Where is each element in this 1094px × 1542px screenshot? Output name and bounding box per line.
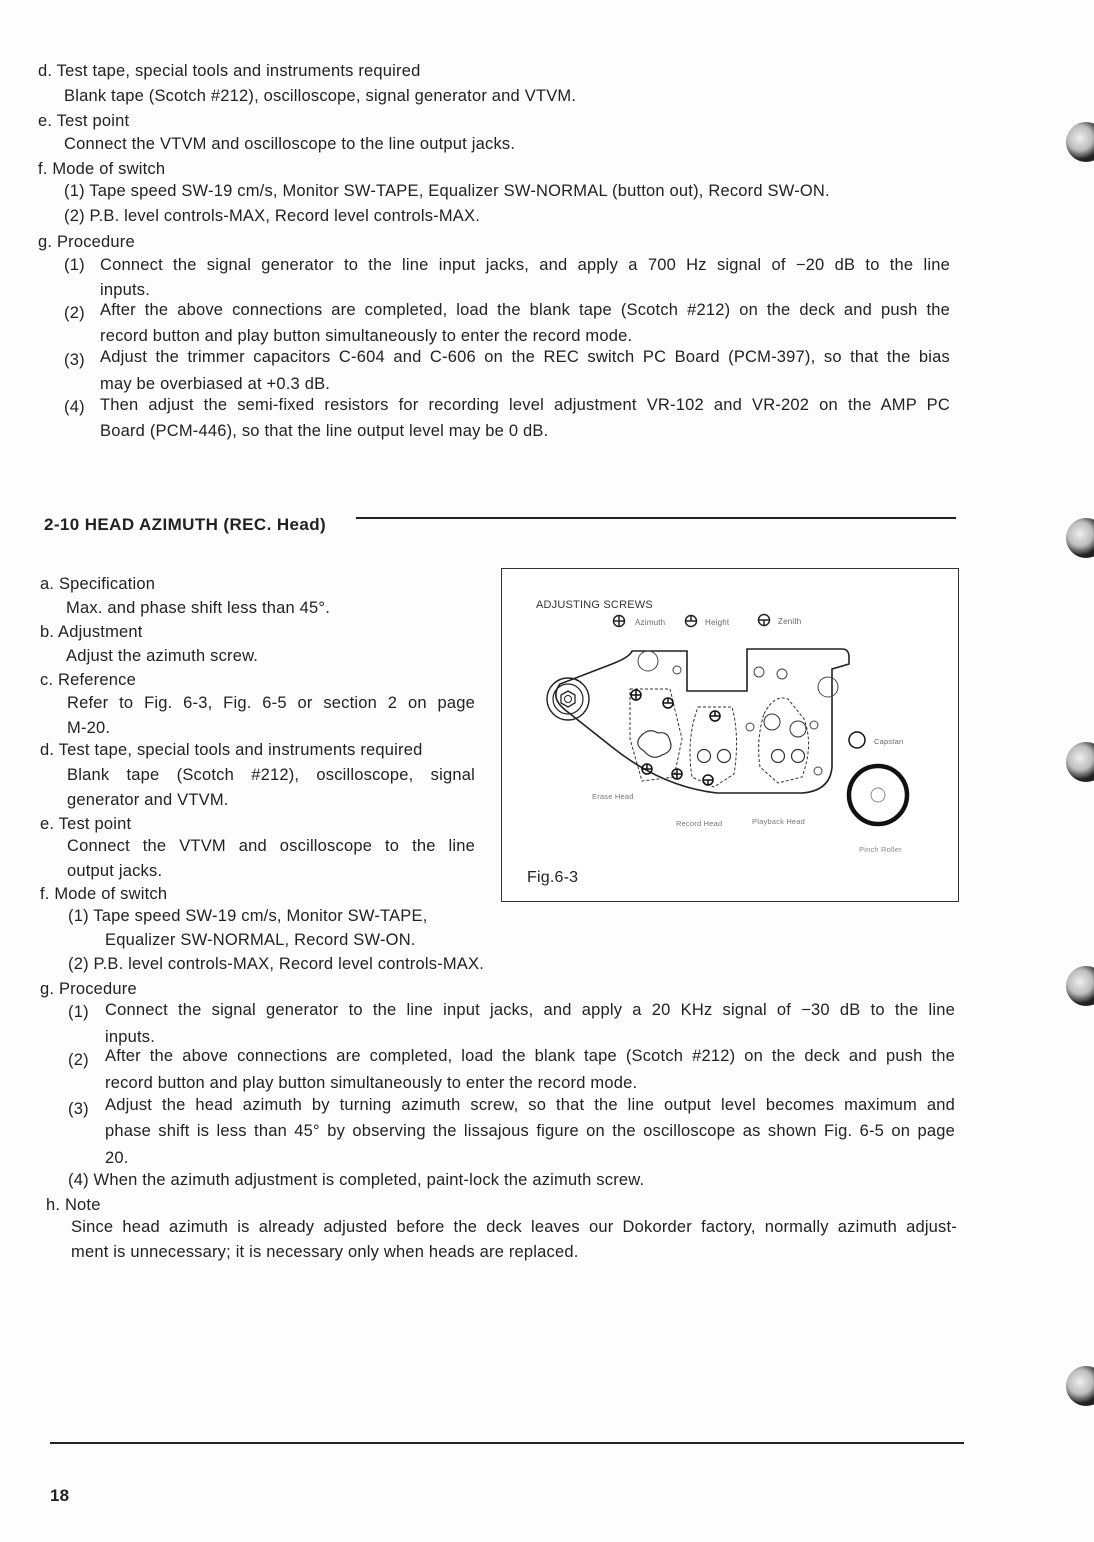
step-4-line-1: Then adjust the semi-fixed resistors for recording level adjustment VR-102 and VR-202 on the AMP PC [100,396,950,414]
step-2-line-2: record button and play button simultaneously to enter the record mode. [100,327,633,345]
head-assembly-diagram [502,569,958,901]
azimuth-screw-icon [672,769,682,779]
step-number: (2) [68,1051,89,1069]
step-number: (3) [64,351,85,369]
step-number: (1) [64,256,85,274]
item-d-label: d. Test tape, special tools and instruments required [38,62,421,80]
azimuth-screw-icon [631,690,641,700]
step-2-line-2: record button and play button simultaneously to enter the record mode. [105,1074,638,1092]
item-f2: (2) P.B. level controls-MAX, Record level controls-MAX. [68,955,484,973]
step-1-line-2: inputs. [100,281,151,299]
item-e-line-2: output jacks. [67,862,163,880]
item-f1: (1) Tape speed SW-19 cm/s, Monitor SW-TAPE, Equalizer SW-NORMAL (button out), Record SW-ON. [64,182,830,200]
item-e-label: e. Test point [40,815,132,833]
binding-hole [1066,518,1094,558]
binding-hole [1066,1366,1094,1406]
item-f-label: f. Mode of switch [38,160,166,178]
step-number: (2) [64,304,85,322]
item-g-label: g. Procedure [38,233,135,251]
legend-zenith: Zenith [778,617,802,626]
item-g-label: g. Procedure [40,980,137,998]
figure-6-3 [501,568,959,902]
height-screw-icon [686,616,697,627]
erase-head-label: Erase Head [592,792,634,801]
step-1-line-2: inputs. [105,1028,156,1046]
step-4: (4) When the azimuth adjustment is completed, paint-lock the azimuth screw. [68,1171,645,1189]
item-d-line-2: generator and VTVM. [67,791,229,809]
legend-azimuth: Azimuth [635,618,666,627]
item-f1-line-1: (1) Tape speed SW-19 cm/s, Monitor SW-TAPE, [68,907,428,925]
step-1-line-1: Connect the signal generator to the line input jacks, and apply a 700 Hz signal of −20 dB to the line [100,256,950,274]
step-2-line-1: After the above connections are completed, load the blank tape (Scotch #212) on the deck and push the [105,1047,955,1065]
item-e-line-1: Connect the VTVM and oscilloscope to the line [67,837,475,855]
step-4-line-2: Board (PCM-446), so that the line output level may be 0 dB. [100,422,549,440]
step-number: (1) [68,1003,89,1021]
capstan [849,732,865,748]
item-e-text: Connect the VTVM and oscilloscope to the line output jacks. [64,135,516,153]
azimuth-screw-icon [614,616,625,627]
section-heading: 2-10 HEAD AZIMUTH (REC. Head) [44,515,327,534]
item-c-line-2: M-20. [67,719,111,737]
head-block-plate [556,649,849,793]
page-number: 18 [50,1486,70,1505]
binding-hole [1066,122,1094,162]
playback-head-label: Playback Head [752,817,806,826]
item-d-text: Blank tape (Scotch #212), oscilloscope, signal generator and VTVM. [64,87,577,105]
step-3-line-3: 20. [105,1149,129,1167]
step-number: (4) [64,398,85,416]
item-c-label: c. Reference [40,671,136,689]
item-f2: (2) P.B. level controls-MAX, Record level controls-MAX. [64,207,480,225]
item-e-label: e. Test point [38,112,130,130]
item-b-label: b. Adjustment [40,623,143,641]
item-d-line-1: Blank tape (Scotch #212), oscilloscope, signal [67,766,475,784]
step-1-line-1: Connect the signal generator to the line input jacks, and apply a 20 KHz signal of −30 dB to the line [105,1001,955,1019]
pinch-roller-label: Pinch Roller [859,845,902,854]
heading-rule [356,517,956,519]
item-d-label: d. Test tape, special tools and instruments required [40,741,423,759]
step-number: (3) [68,1100,89,1118]
zenith-screw-icon [759,615,770,626]
item-f1-line-2: Equalizer SW-NORMAL, Record SW-ON. [105,931,416,949]
step-3-line-1: Adjust the head azimuth by turning azimuth screw, so that the line output level becomes maximum and [105,1096,955,1114]
item-a-label: a. Specification [40,575,156,593]
binding-hole [1066,742,1094,782]
binding-hole [1066,966,1094,1006]
figure-title: ADJUSTING SCREWS [536,599,653,611]
step-3-line-2: may be overbiased at +0.3 dB. [100,375,331,393]
height-screw-icon [642,764,652,774]
record-head-label: Record Head [676,819,723,828]
item-b-text: Adjust the azimuth screw. [66,647,259,665]
step-2-line-1: After the above connections are completed, load the blank tape (Scotch #212) on the deck and push the [100,301,950,319]
figure-caption: Fig.6-3 [527,869,579,886]
capstan-label: Capstan [874,737,904,746]
step-3-line-1: Adjust the trimmer capacitors C-604 and C-606 on the REC switch PC Board (PCM-397), so that the bias [100,348,950,366]
item-c-line-1: Refer to Fig. 6-3, Fig. 6-5 or section 2 on page [67,694,475,712]
pinch-roller [849,766,907,824]
item-a-text: Max. and phase shift less than 45°. [66,599,330,617]
note-line-2: ment is unnecessary; it is necessary only when heads are replaced. [71,1243,579,1261]
legend-height: Height [705,618,730,627]
step-3-line-2: phase shift is less than 45° by observing the lissajous figure on the oscilloscope as shown Fig. 6-5 on page [105,1122,955,1140]
item-f-label: f. Mode of switch [40,885,168,903]
item-h-label: h. Note [46,1196,101,1214]
note-line-1: Since head azimuth is already adjusted before the deck leaves our Dokorder factory, normally azimuth adjust- [71,1218,957,1236]
footer-rule [50,1442,964,1444]
